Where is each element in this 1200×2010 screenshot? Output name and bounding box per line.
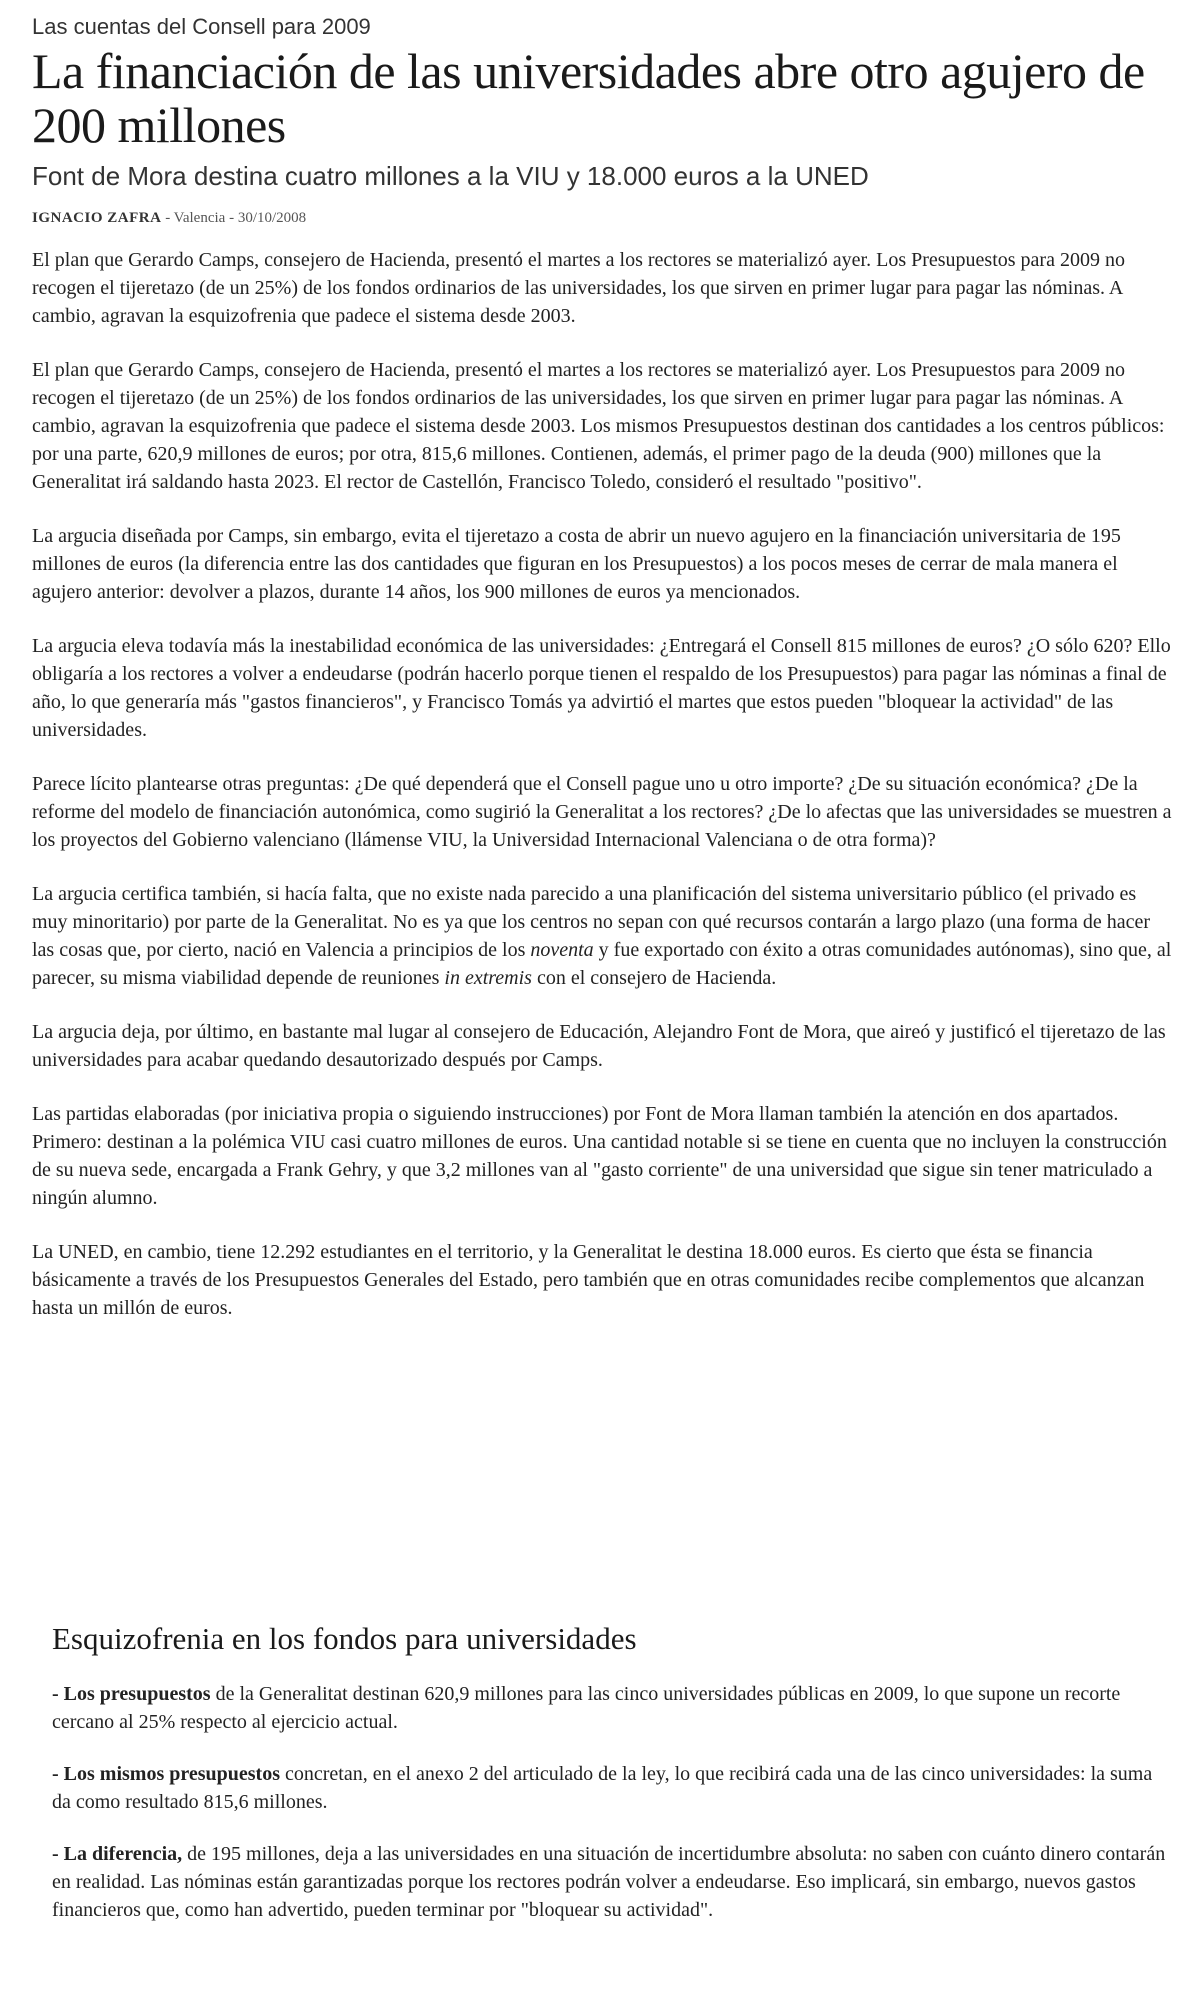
sidebar-item-lead: - La diferencia, [52,1843,183,1865]
paragraph-text: y fue exportado con éxito a otras comunidades autónomas), sino que, al parecer, su misma viabilidad depende de reuniones [32,939,1172,989]
byline-date: 30/10/2008 [237,210,307,226]
article-paragraph [32,880,1172,992]
article-subheadline: Font de Mora destina cuatro millones a la VIU y 18.000 euros a la UNED [32,161,869,191]
paragraph-emphasis: noventa [530,939,594,961]
article-paragraph: Las partidas elaboradas (por iniciativa propia o siguiendo instrucciones) por Font de Mora llaman también la atención en dos apartados. Primero: destinan a la polémica VIU casi cuatro millones de euros. Una cantidad notable si se tiene en cuenta que no incluyen la construcción de su nueva sede, encargada a Frank Gehry, y que 3,2 millones van al "gasto corriente" de una universidad que sigue sin tener matriculado a ningún alumno. [32,1103,1167,1209]
article-kicker: Las cuentas del Consell para 2009 [32,14,371,39]
article-body [32,246,1172,1322]
sidebar-item-lead: - Los mismos presupuestos [52,1763,280,1785]
byline-location: Valencia [173,210,226,226]
sidebar-item-text: de 195 millones, deja a las universidades en una situación de incertidumbre absoluta: no saben con cuánto dinero contarán en realidad. Las nóminas están garantizadas porque los rectores podrán volver a endeudarse. Eso implicará, sin embargo, nuevos gastos financieros que, como han advertido, pueden terminar por "bloquear su actividad". [52,1843,1166,1921]
byline-separator: - [225,210,238,226]
paragraph-emphasis: in extremis [444,967,532,989]
sidebar-item [52,1760,1172,1816]
sidebar-title: Esquizofrenia en los fondos para universidades [52,1621,637,1656]
byline-author[interactable]: IGNACIO ZAFRA [32,210,162,226]
article-paragraph: El plan que Gerardo Camps, consejero de Hacienda, presentó el martes a los rectores se materializó ayer. Los Presupuestos para 2009 no recogen el tijeretazo (de un 25%) de los fondos ordinarios de las universidades, los que sirven en primer lugar para pagar las nóminas. A cambio, agravan la esquizofrenia que padece el sistema desde 2003. Los mismos Presupuestos destinan dos cantidades a los centros públicos: por una parte, 620,9 millones de euros; por otra, 815,6 millones. Contienen, además, el primer pago de la deuda (900) millones que la Generalitat irá saldando hasta 2023. El rector de Castellón, Francisco Toledo, consideró el resultado "positivo". [32,359,1165,493]
sidebar-item-text: concretan, en el anexo 2 del articulado de la ley, lo que recibirá cada una de las cinco universidades: la suma da como resultado 815,6 millones. [52,1763,1153,1813]
article-paragraph: El plan que Gerardo Camps, consejero de Hacienda, presentó el martes a los rectores se materializó ayer. Los Presupuestos para 2009 no recogen el tijeretazo (de un 25%) de los fondos ordinarios de las universidades, los que sirven en primer lugar para pagar las nóminas. A cambio, agravan la esquizofrenia que padece el sistema desde 2003. [32,249,1125,327]
article-paragraph: La UNED, en cambio, tiene 12.292 estudiantes en el territorio, y la Generalitat le destina 18.000 euros. Es cierto que ésta se financia básicamente a través de los Presupuestos Generales del Estado, pero también que en otras comunidades recibe complementos que alcanzan hasta un millón de euros. [32,1241,1145,1319]
article-paragraph: Parece lícito plantearse otras preguntas: ¿De qué dependerá que el Consell pague uno u otro importe? ¿De su situación económica? ¿De la reforme del modelo de financiación autonómica, como sugirió la Generalitat a los rectores? ¿De lo afectas que las universidades se muestren a los proyectos del Gobierno valenciano (llámense VIU, la Universidad Internacional Valenciana o de otra forma)? [32,773,1172,851]
sidebar-item [52,1840,1172,1924]
sidebar-item-lead: - Los presupuestos [52,1683,211,1705]
article-paragraph: La argucia diseñada por Camps, sin embargo, evita el tijeretazo a costa de abrir un nuevo agujero en la financiación universitaria de 195 millones de euros (la diferencia entre las dos cantidades que figuran en los Presupuestos) a los pocos meses de cerrar de mala manera el agujero anterior: devolver a plazos, durante 14 años, los 900 millones de euros ya mencionados. [32,525,1121,603]
article [32,0,1172,1348]
paragraph-text: La argucia certifica también, si hacía falta, que no existe nada parecido a una planificación del sistema universitario público (el privado es muy minoritario) por parte de la Generalitat. No es ya que los centros no sepan con qué recursos contarán a largo plazo (una forma de hacer las cosas que, por cierto, nació en Valencia a principios de los [32,883,1151,961]
paragraph-text: con el consejero de Hacienda. [531,967,777,989]
byline-separator: - [161,210,174,226]
sidebar-item-text: de la Generalitat destinan 620,9 millones para las cinco universidades públicas en 2009, lo que supone un recorte cercano al 25% respecto al ejercicio actual. [52,1683,1121,1733]
sidebar-box [52,1620,1172,1948]
article-headline: La financiación de las universidades abre otro agujero de 200 millones [32,43,1145,153]
sidebar-item [52,1680,1172,1736]
article-paragraph: La argucia eleva todavía más la inestabilidad económica de las universidades: ¿Entregará el Consell 815 millones de euros? ¿O sólo 620? Ello obligaría a los rectores a volver a endeudarse (podrán hacerlo porque tienen el respaldo de los Presupuestos) para pagar las nóminas a final de año, lo que generaría más "gastos financieros", y Francisco Tomás ya advirtió el martes que estos pueden "bloquear la actividad" de las universidades. [32,635,1171,741]
article-paragraph: La argucia deja, por último, en bastante mal lugar al consejero de Educación, Alejandro Font de Mora, que aireó y justificó el tijeretazo de las universidades para acabar quedando desautorizado después por Camps. [32,1021,1166,1071]
byline [32,208,1172,228]
